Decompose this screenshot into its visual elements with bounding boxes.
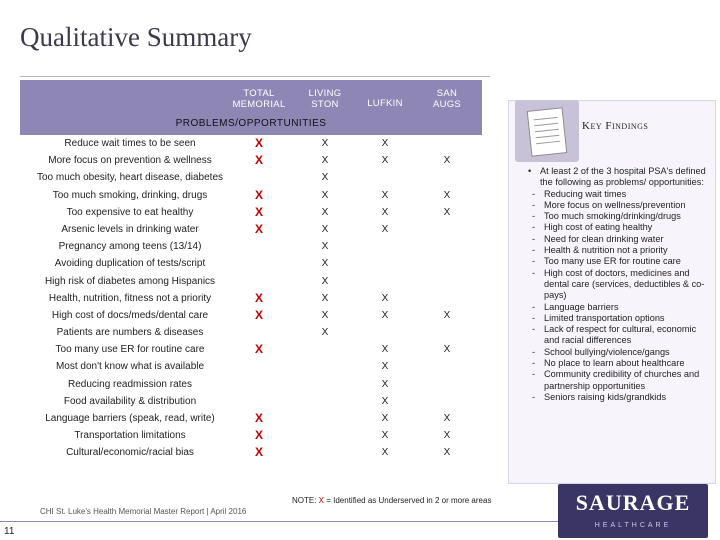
row-mark: X	[254, 445, 263, 460]
list-item	[520, 222, 710, 233]
key-findings-title: Key Findings	[582, 120, 649, 132]
row-mark: X	[381, 413, 389, 424]
title-rule	[20, 76, 490, 77]
table-row	[20, 444, 482, 461]
column-header-label: LIVING STON	[308, 88, 342, 110]
table-row	[20, 393, 482, 410]
finding-text: Community credibility of churches and partnership opportunities	[544, 369, 700, 391]
table-row	[20, 152, 482, 169]
note-x: X	[318, 496, 325, 505]
row-mark: X	[254, 411, 263, 425]
row-mark: X	[443, 344, 451, 356]
row-mark: X	[254, 204, 263, 219]
row-mark: X	[381, 361, 389, 373]
table-row	[20, 187, 482, 204]
finding-text: High cost of eating healthy	[544, 222, 653, 233]
footer-source: CHI St. Luke's Health Memorial Master Report | April 2016	[40, 507, 247, 516]
row-mark: X	[321, 241, 329, 253]
list-item	[520, 189, 710, 200]
dash-icon: -	[532, 188, 536, 199]
key-findings-intro	[520, 166, 710, 189]
section-label: PROBLEMS/OPPORTUNITIES	[175, 118, 327, 129]
dash-icon: -	[532, 233, 536, 244]
finding-text: Lack of respect for cultural, economic and racial differences	[544, 324, 697, 346]
page-number: 11	[4, 526, 15, 537]
row-mark: X	[443, 309, 451, 321]
table-row	[20, 221, 482, 238]
list-item	[520, 302, 710, 313]
row-mark: X	[254, 307, 263, 322]
note-prefix: NOTE:	[292, 496, 319, 505]
row-label: Pregnancy among teens (13/14)	[30, 239, 230, 254]
row-label: Transportation limitations	[30, 428, 230, 443]
table-row	[20, 204, 482, 221]
row-mark: X	[381, 155, 389, 167]
row-mark: X	[254, 187, 263, 202]
row-mark: X	[254, 153, 263, 168]
finding-text: School bullying/violence/gangs	[544, 346, 670, 357]
row-mark: X	[321, 292, 329, 304]
finding-text: More focus on wellness/prevention	[544, 199, 686, 210]
row-mark: X	[321, 309, 329, 321]
table-row	[20, 273, 482, 290]
dash-icon: -	[532, 256, 536, 267]
finding-text: Limited transportation options	[544, 312, 665, 323]
row-mark: X	[254, 221, 263, 236]
row-mark: X	[254, 136, 263, 150]
note	[292, 496, 491, 505]
row-label: High cost of docs/meds/dental care	[30, 308, 230, 323]
note-suffix: = Identified as Underserved in 2 or more areas	[324, 496, 492, 505]
dash-icon: -	[532, 222, 536, 233]
row-mark: X	[321, 206, 329, 218]
table-row	[20, 135, 482, 152]
row-label: Arsenic levels in drinking water	[30, 222, 230, 237]
finding-text: Health & nutrition not a priority	[544, 245, 668, 256]
column-header-label: LUFKIN	[367, 98, 403, 109]
column-header-label: SAN AUGS	[432, 88, 462, 110]
table-row	[20, 427, 482, 444]
row-mark: X	[381, 189, 389, 201]
dash-icon: -	[532, 391, 536, 402]
table-row	[20, 290, 482, 307]
problems-table	[20, 135, 482, 462]
row-mark: X	[381, 138, 389, 149]
list-item	[520, 211, 710, 222]
logo-name: SAURAGE	[575, 490, 691, 515]
dash-icon: -	[532, 199, 536, 210]
row-mark: X	[321, 327, 329, 339]
row-mark: X	[443, 413, 451, 424]
finding-text: Language barriers	[544, 301, 619, 312]
dash-icon: -	[532, 301, 536, 312]
list-item	[520, 268, 710, 302]
finding-text: Seniors raising kids/grandkids	[544, 391, 667, 402]
row-mark: X	[321, 275, 329, 287]
document-sheet	[527, 107, 568, 157]
row-label: Patients are numbers & diseases	[30, 325, 230, 340]
table-row	[20, 255, 482, 272]
table-row	[20, 358, 482, 375]
row-mark: X	[381, 309, 389, 321]
column-header-total-memorial	[224, 88, 294, 110]
row-mark: X	[321, 223, 329, 235]
row-label: Too expensive to eat healthy	[30, 205, 230, 220]
row-label: Food availability & distribution	[30, 394, 230, 409]
list-item	[520, 245, 710, 256]
finding-text: Too many use ER for routine care	[544, 256, 681, 267]
table-row	[20, 324, 482, 341]
page-divider	[0, 521, 560, 522]
list-item	[520, 324, 710, 347]
column-header-lufkin	[350, 98, 420, 109]
document-icon	[515, 100, 579, 162]
list-item	[520, 234, 710, 245]
key-findings-list	[520, 166, 710, 403]
list-item	[520, 347, 710, 358]
finding-text: Too much smoking/drinking/drugs	[544, 211, 681, 222]
table-row	[20, 238, 482, 255]
dash-icon: -	[532, 211, 536, 222]
row-mark: X	[321, 189, 329, 201]
table-row	[20, 376, 482, 393]
row-mark: X	[443, 430, 451, 442]
dash-icon: -	[532, 346, 536, 357]
row-label: Too many use ER for routine care	[30, 342, 230, 357]
findings-items	[520, 189, 710, 404]
row-mark: X	[381, 223, 389, 235]
row-mark: X	[381, 430, 389, 442]
logo-tagline: HEALTHCARE	[594, 522, 672, 529]
row-mark: X	[321, 138, 329, 149]
finding-text: Reducing wait times	[544, 188, 627, 199]
row-mark: X	[443, 189, 451, 201]
column-header-san-augs	[412, 88, 482, 110]
finding-text: High cost of doctors, medicines and dental care (services, deductibles & co-pays)	[544, 267, 705, 301]
key-findings-intro-text: At least 2 of the 3 hospital PSA's defined the following as problems/ opportunities:	[540, 166, 706, 188]
row-label: Too much smoking, drinking, drugs	[30, 188, 230, 203]
dash-icon: -	[532, 324, 536, 335]
row-label: Reducing readmission rates	[30, 377, 230, 392]
bullet-icon: •	[528, 166, 532, 176]
row-label: Cultural/economic/racial bias	[30, 445, 230, 460]
table-row	[20, 410, 482, 427]
row-mark: X	[381, 447, 389, 459]
row-mark: X	[381, 344, 389, 356]
dash-icon: -	[532, 245, 536, 256]
page-title: Qualitative Summary	[20, 22, 252, 52]
row-label: Reduce wait times to be seen	[30, 136, 230, 151]
dash-icon: -	[532, 369, 536, 380]
table-row	[20, 341, 482, 358]
finding-text: No place to learn about healthcare	[544, 358, 685, 369]
row-label: More focus on prevention & wellness	[30, 153, 230, 168]
dash-icon: -	[532, 267, 536, 278]
dash-icon: -	[532, 312, 536, 323]
row-mark: X	[443, 447, 451, 459]
row-mark: X	[254, 428, 263, 443]
row-mark: X	[443, 206, 451, 218]
row-label: Too much obesity, heart disease, diabetes	[30, 170, 230, 185]
row-label: Health, nutrition, fitness not a priority	[30, 291, 230, 306]
row-mark: X	[321, 172, 329, 184]
row-mark: X	[254, 290, 263, 305]
saurage-logo	[558, 484, 708, 538]
row-mark: X	[381, 206, 389, 218]
row-label: Avoiding duplication of tests/script	[30, 256, 230, 271]
list-item	[520, 256, 710, 267]
row-mark: X	[381, 292, 389, 304]
table-row	[20, 307, 482, 324]
row-label: High risk of diabetes among Hispanics	[30, 274, 230, 289]
finding-text: Need for clean drinking water	[544, 233, 664, 244]
table-row	[20, 169, 482, 186]
list-item	[520, 200, 710, 211]
row-mark: X	[321, 258, 329, 270]
row-mark: X	[381, 378, 389, 390]
row-mark: X	[443, 155, 451, 167]
row-mark: X	[381, 395, 389, 407]
list-item	[520, 369, 710, 392]
list-item	[520, 392, 710, 403]
list-item	[520, 313, 710, 324]
list-item	[520, 358, 710, 369]
dash-icon: -	[532, 358, 536, 369]
row-mark: X	[254, 342, 263, 357]
row-label: Language barriers (speak, read, write)	[30, 411, 230, 426]
row-label: Most don't know what is available	[30, 359, 230, 374]
column-header-label: TOTAL MEMORIAL	[232, 88, 286, 110]
row-mark: X	[321, 155, 329, 167]
